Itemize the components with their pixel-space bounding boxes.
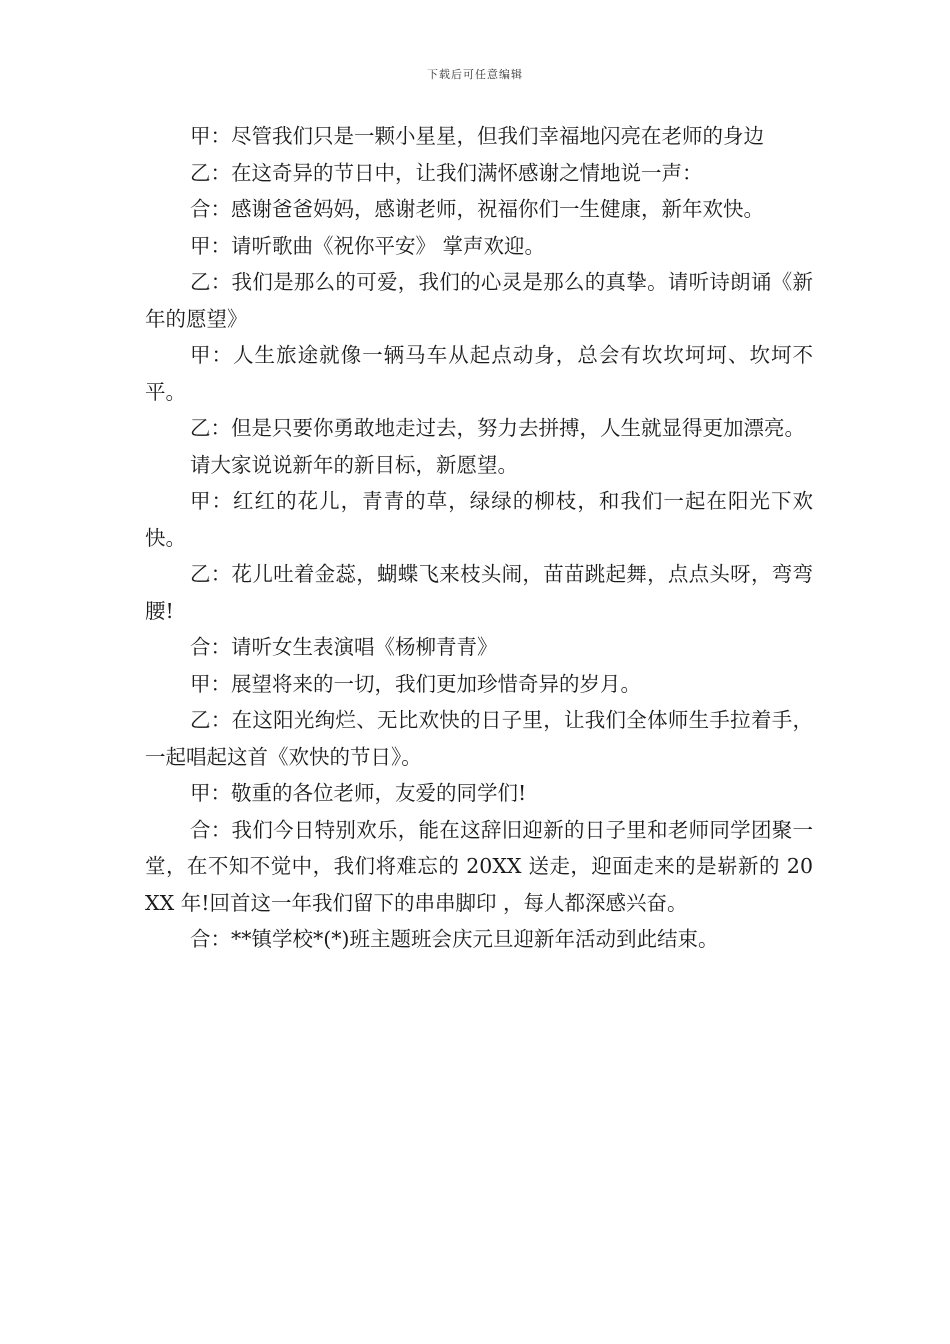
paragraph: 合：感谢爸爸妈妈，感谢老师，祝福你们一生健康，新年欢快。 — [190, 197, 764, 221]
paragraph: 甲：展望将来的一切，我们更加珍惜奇异的岁月。 — [190, 671, 641, 696]
paragraph: 乙：我们是那么的可爱，我们的心灵是那么的真挚。请听诗朗诵《新年的愿望》 — [145, 270, 813, 331]
document-body — [145, 118, 813, 958]
paragraph: 乙：花儿吐着金蕊，蝴蝶飞来枝头闹，苗苗跳起舞，点点头呀，弯弯腰! — [145, 562, 813, 623]
paragraph: 请大家说说新年的新目标，新愿望。 — [190, 452, 518, 477]
paragraph: 甲：敬重的各位老师，友爱的同学们! — [190, 781, 527, 805]
paragraph: 合：请听女生表演唱《杨柳青青》 — [190, 635, 498, 659]
paragraph: 乙：但是只要你勇敢地走过去，努力去拼搏，人生就显得更加漂亮。 — [190, 416, 805, 440]
paragraph: 甲：红红的花儿，青青的草，绿绿的柳枝，和我们一起在阳光下欢快。 — [145, 489, 813, 550]
paragraph: 合：我们今日特别欢乐，能在这辞旧迎新的日子里和老师同学团聚一堂，在不知不觉中，我们将难忘的 20XX 送走，迎面走来的是崭新的 20XX 年!回首这一年我们留下的串串脚印 ，每人都深感兴奋。 — [145, 817, 813, 915]
paragraph: 甲：人生旅途就像一辆马车从起点动身，总会有坎坎坷坷、坎坷不平。 — [145, 343, 813, 404]
paragraph: 合：**镇学校*(*)班主题班会庆元旦迎新年活动到此结束。 — [190, 927, 719, 951]
paragraph: 甲：请听歌曲《祝你平安》 掌声欢迎。 — [190, 233, 546, 258]
paragraph: 乙：在这阳光绚烂、无比欢快的日子里，让我们全体师生手拉着手，一起唱起这首《欢快的节日》。 — [145, 708, 813, 769]
paragraph: 甲：尽管我们只是一颗小星星，但我们幸福地闪亮在老师的身边 — [190, 124, 764, 148]
paragraph: 乙：在这奇异的节日中，让我们满怀感谢之情地说一声： — [190, 160, 703, 185]
page-header: 下载后可任意编辑 — [427, 68, 523, 81]
